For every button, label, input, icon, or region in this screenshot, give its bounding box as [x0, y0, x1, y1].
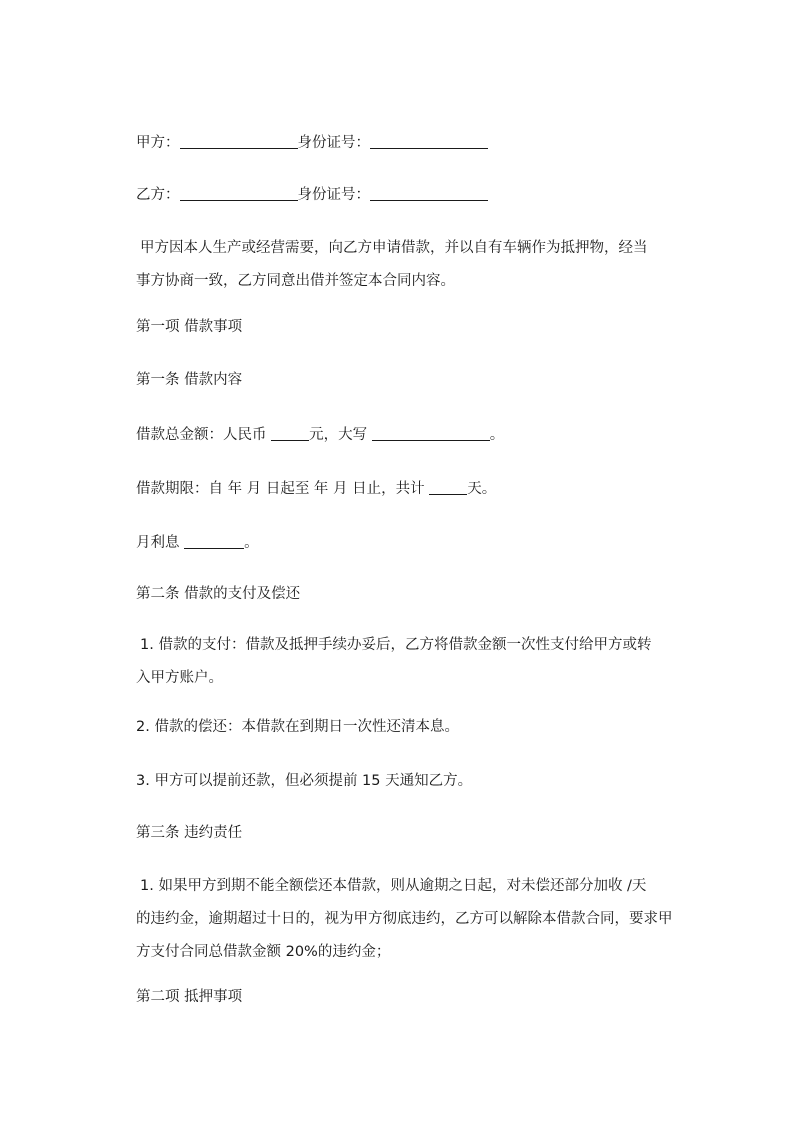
article-1-title: 第一条 借款内容 — [136, 372, 243, 388]
article-3-title: 第三条 违约责任 — [136, 825, 243, 841]
article-2-title: 第二条 借款的支付及偿还 — [136, 586, 301, 602]
intro-paragraph — [136, 232, 714, 298]
loan-amount-mid: 元，大写 — [309, 427, 372, 443]
section-2-title: 第二项 抵押事项 — [136, 989, 243, 1005]
party-b-name-blank — [180, 186, 298, 201]
payment-line-2: 入甲方账户。 — [136, 670, 223, 686]
party-a-id-blank — [370, 134, 488, 149]
breach-line-2: 的违约金，逾期超过十日的，视为甲方彻底违约，乙方可以解除本借款合同，要求甲 — [136, 911, 673, 927]
loan-term-line — [136, 478, 496, 499]
early-repayment-clause: 3. 甲方可以提前还款，但必须提前 15 天通知乙方。 — [136, 773, 473, 789]
intro-line-1: 甲方因本人生产或经营需要，向乙方申请借款，并以自有车辆作为抵押物，经当 — [140, 240, 648, 256]
breach-paragraph — [136, 870, 714, 969]
payment-line-1: 1. 借款的支付：借款及抵押手续办妥后，乙方将借款金额一次性支付给甲方或转 — [140, 637, 652, 653]
section-1-title: 第一项 借款事项 — [136, 319, 243, 335]
breach-line-3: 方支付合同总借款金额 20%的违约金； — [136, 944, 391, 960]
party-b-line — [136, 184, 488, 205]
party-b-label: 乙方： — [136, 187, 180, 203]
intro-line-2: 事方协商一致，乙方同意出借并签定本合同内容。 — [136, 273, 455, 289]
loan-term-days-blank — [429, 480, 467, 495]
loan-amount-line — [136, 424, 504, 445]
loan-amount-prefix: 借款总金额：人民币 — [136, 427, 272, 443]
loan-amount-words-blank — [372, 426, 490, 441]
loan-term-suffix: 天。 — [467, 481, 497, 497]
breach-line-1: 1. 如果甲方到期不能全额偿还本借款，则从逾期之日起，对未偿还部分加收 /天 — [140, 878, 647, 894]
party-a-id-label: 身份证号： — [297, 135, 370, 151]
loan-amount-number-blank — [271, 426, 309, 441]
monthly-interest-line — [136, 532, 259, 553]
repayment-clause: 2. 借款的偿还：本借款在到期日一次性还清本息。 — [136, 719, 459, 735]
party-a-line — [136, 132, 488, 153]
payment-paragraph — [136, 629, 714, 695]
monthly-interest-prefix: 月利息 — [136, 535, 185, 551]
monthly-interest-suffix: 。 — [244, 535, 259, 551]
party-b-id-blank — [370, 186, 488, 201]
monthly-interest-blank — [184, 534, 244, 549]
party-b-id-label: 身份证号： — [297, 187, 370, 203]
loan-amount-suffix: 。 — [489, 427, 505, 443]
party-a-name-blank — [180, 134, 298, 149]
loan-term-prefix: 借款期限：自 年 月 日起至 年 月 日止，共计 — [136, 481, 430, 497]
party-a-label: 甲方： — [136, 135, 180, 151]
